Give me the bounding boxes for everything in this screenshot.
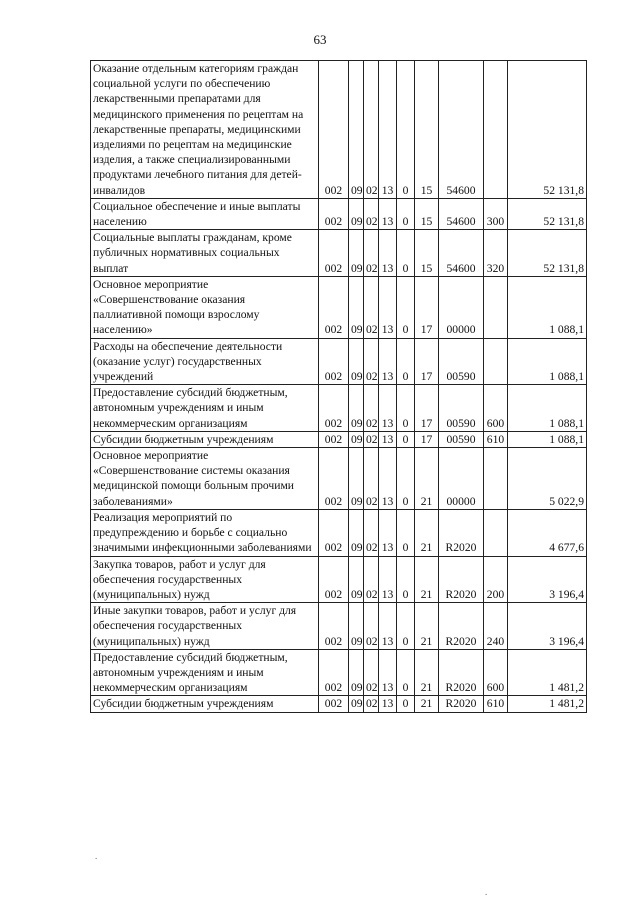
expense-name-cell: Реализация мероприятий по предупреждению и борьбе с социально значимыми инфекционными заболеваниями bbox=[91, 509, 319, 556]
admin-code-cell: 002 bbox=[319, 603, 349, 650]
expense-name-cell: Предоставление субсидий бюджетным, автономным учреждениям и иным некоммерческим организациям bbox=[91, 649, 319, 696]
direction-code-cell: 54600 bbox=[439, 230, 484, 277]
section-code-cell: 09 bbox=[349, 448, 364, 510]
admin-code-cell: 002 bbox=[319, 509, 349, 556]
subsection-code-cell: 02 bbox=[364, 385, 379, 432]
program-code-cell: 13 bbox=[379, 431, 397, 447]
subsection-code-cell: 02 bbox=[364, 431, 379, 447]
subsection-code-cell: 02 bbox=[364, 649, 379, 696]
program-code-cell: 13 bbox=[379, 276, 397, 338]
admin-code-cell: 002 bbox=[319, 61, 349, 199]
section-code-cell: 09 bbox=[349, 230, 364, 277]
activity-code-cell: 21 bbox=[415, 649, 439, 696]
direction-code-cell: 00000 bbox=[439, 448, 484, 510]
table-row bbox=[91, 603, 587, 650]
expense-name-cell: Социальное обеспечение и иные выплаты населению bbox=[91, 198, 319, 229]
expense-name-cell: Предоставление субсидий бюджетным, автономным учреждениям и иным некоммерческим организациям bbox=[91, 385, 319, 432]
expense-name-cell: Иные закупки товаров, работ и услуг для обеспечения государственных (муниципальных) нужд bbox=[91, 603, 319, 650]
section-code-cell: 09 bbox=[349, 385, 364, 432]
subprogram-code-cell: 0 bbox=[397, 61, 415, 199]
table-row bbox=[91, 649, 587, 696]
activity-code-cell: 21 bbox=[415, 603, 439, 650]
direction-code-cell: R2020 bbox=[439, 556, 484, 603]
expense-type-code-cell: 200 bbox=[484, 556, 508, 603]
amount-cell: 1 088,1 bbox=[508, 431, 587, 447]
admin-code-cell: 002 bbox=[319, 556, 349, 603]
subprogram-code-cell: 0 bbox=[397, 603, 415, 650]
expense-type-code-cell bbox=[484, 448, 508, 510]
expense-type-code-cell: 610 bbox=[484, 696, 508, 712]
admin-code-cell: 002 bbox=[319, 448, 349, 510]
subsection-code-cell: 02 bbox=[364, 198, 379, 229]
amount-cell: 52 131,8 bbox=[508, 230, 587, 277]
program-code-cell: 13 bbox=[379, 198, 397, 229]
table-row bbox=[91, 338, 587, 385]
activity-code-cell: 15 bbox=[415, 61, 439, 199]
expense-type-code-cell bbox=[484, 509, 508, 556]
expense-name-cell: Закупка товаров, работ и услуг для обеспечения государственных (муниципальных) нужд bbox=[91, 556, 319, 603]
subprogram-code-cell: 0 bbox=[397, 385, 415, 432]
table-row bbox=[91, 556, 587, 603]
page-number: 63 bbox=[313, 32, 327, 47]
activity-code-cell: 21 bbox=[415, 556, 439, 603]
admin-code-cell: 002 bbox=[319, 431, 349, 447]
expense-type-code-cell: 600 bbox=[484, 649, 508, 696]
program-code-cell: 13 bbox=[379, 556, 397, 603]
section-code-cell: 09 bbox=[349, 61, 364, 199]
scan-speck: . bbox=[485, 887, 488, 897]
expense-name-cell: Основное мероприятие «Совершенствование оказания паллиативной помощи взрослому населению» bbox=[91, 276, 319, 338]
program-code-cell: 13 bbox=[379, 61, 397, 199]
subsection-code-cell: 02 bbox=[364, 338, 379, 385]
expense-type-code-cell bbox=[484, 338, 508, 385]
table-row bbox=[91, 448, 587, 510]
section-code-cell: 09 bbox=[349, 509, 364, 556]
subsection-code-cell: 02 bbox=[364, 603, 379, 650]
expense-type-code-cell: 240 bbox=[484, 603, 508, 650]
table-row bbox=[91, 696, 587, 712]
activity-code-cell: 17 bbox=[415, 385, 439, 432]
budget-table bbox=[90, 60, 587, 713]
budget-table-body bbox=[91, 61, 587, 713]
direction-code-cell: 54600 bbox=[439, 198, 484, 229]
activity-code-cell: 21 bbox=[415, 509, 439, 556]
expense-type-code-cell: 300 bbox=[484, 198, 508, 229]
amount-cell: 4 677,6 bbox=[508, 509, 587, 556]
expense-type-code-cell bbox=[484, 276, 508, 338]
expense-type-code-cell: 610 bbox=[484, 431, 508, 447]
program-code-cell: 13 bbox=[379, 230, 397, 277]
activity-code-cell: 17 bbox=[415, 431, 439, 447]
expense-type-code-cell: 320 bbox=[484, 230, 508, 277]
subsection-code-cell: 02 bbox=[364, 61, 379, 199]
admin-code-cell: 002 bbox=[319, 198, 349, 229]
expense-type-code-cell bbox=[484, 61, 508, 199]
table-row bbox=[91, 431, 587, 447]
table-row bbox=[91, 230, 587, 277]
section-code-cell: 09 bbox=[349, 649, 364, 696]
direction-code-cell: R2020 bbox=[439, 603, 484, 650]
subprogram-code-cell: 0 bbox=[397, 338, 415, 385]
amount-cell: 5 022,9 bbox=[508, 448, 587, 510]
section-code-cell: 09 bbox=[349, 338, 364, 385]
program-code-cell: 13 bbox=[379, 385, 397, 432]
activity-code-cell: 21 bbox=[415, 448, 439, 510]
direction-code-cell: R2020 bbox=[439, 696, 484, 712]
table-row bbox=[91, 61, 587, 199]
subsection-code-cell: 02 bbox=[364, 556, 379, 603]
scan-speck: . bbox=[95, 851, 98, 861]
expense-type-code-cell: 600 bbox=[484, 385, 508, 432]
amount-cell: 1 481,2 bbox=[508, 649, 587, 696]
expense-name-cell: Субсидии бюджетным учреждениям bbox=[91, 696, 319, 712]
subprogram-code-cell: 0 bbox=[397, 696, 415, 712]
direction-code-cell: R2020 bbox=[439, 649, 484, 696]
activity-code-cell: 15 bbox=[415, 198, 439, 229]
amount-cell: 1 088,1 bbox=[508, 385, 587, 432]
subprogram-code-cell: 0 bbox=[397, 230, 415, 277]
table-row bbox=[91, 385, 587, 432]
subprogram-code-cell: 0 bbox=[397, 556, 415, 603]
subprogram-code-cell: 0 bbox=[397, 431, 415, 447]
amount-cell: 1 481,2 bbox=[508, 696, 587, 712]
subprogram-code-cell: 0 bbox=[397, 649, 415, 696]
amount-cell: 1 088,1 bbox=[508, 276, 587, 338]
direction-code-cell: 00590 bbox=[439, 385, 484, 432]
subprogram-code-cell: 0 bbox=[397, 509, 415, 556]
subsection-code-cell: 02 bbox=[364, 696, 379, 712]
program-code-cell: 13 bbox=[379, 509, 397, 556]
admin-code-cell: 002 bbox=[319, 338, 349, 385]
direction-code-cell: 00590 bbox=[439, 338, 484, 385]
table-row bbox=[91, 198, 587, 229]
direction-code-cell: 00000 bbox=[439, 276, 484, 338]
subprogram-code-cell: 0 bbox=[397, 276, 415, 338]
activity-code-cell: 21 bbox=[415, 696, 439, 712]
expense-name-cell: Субсидии бюджетным учреждениям bbox=[91, 431, 319, 447]
subsection-code-cell: 02 bbox=[364, 509, 379, 556]
table-row bbox=[91, 509, 587, 556]
direction-code-cell: R2020 bbox=[439, 509, 484, 556]
amount-cell: 1 088,1 bbox=[508, 338, 587, 385]
program-code-cell: 13 bbox=[379, 603, 397, 650]
subsection-code-cell: 02 bbox=[364, 230, 379, 277]
subsection-code-cell: 02 bbox=[364, 448, 379, 510]
amount-cell: 52 131,8 bbox=[508, 198, 587, 229]
direction-code-cell: 54600 bbox=[439, 61, 484, 199]
expense-name-cell: Расходы на обеспечение деятельности (оказание услуг) государственных учреждений bbox=[91, 338, 319, 385]
section-code-cell: 09 bbox=[349, 603, 364, 650]
section-code-cell: 09 bbox=[349, 431, 364, 447]
program-code-cell: 13 bbox=[379, 338, 397, 385]
program-code-cell: 13 bbox=[379, 696, 397, 712]
section-code-cell: 09 bbox=[349, 276, 364, 338]
subprogram-code-cell: 0 bbox=[397, 198, 415, 229]
section-code-cell: 09 bbox=[349, 696, 364, 712]
activity-code-cell: 17 bbox=[415, 276, 439, 338]
amount-cell: 3 196,4 bbox=[508, 556, 587, 603]
direction-code-cell: 00590 bbox=[439, 431, 484, 447]
amount-cell: 52 131,8 bbox=[508, 61, 587, 199]
activity-code-cell: 17 bbox=[415, 338, 439, 385]
amount-cell: 3 196,4 bbox=[508, 603, 587, 650]
subsection-code-cell: 02 bbox=[364, 276, 379, 338]
activity-code-cell: 15 bbox=[415, 230, 439, 277]
admin-code-cell: 002 bbox=[319, 385, 349, 432]
expense-name-cell: Социальные выплаты гражданам, кроме публичных нормативных социальных выплат bbox=[91, 230, 319, 277]
table-row bbox=[91, 276, 587, 338]
admin-code-cell: 002 bbox=[319, 696, 349, 712]
expense-name-cell: Оказание отдельным категориям граждан социальной услуги по обеспечению лекарственными препаратами для медицинского применения по рецептам на лекарственные препараты, медицинскими изделиями по рецептам на медицинские изделия, а также специализированными продуктами лечебного питания для детей-инвалидов bbox=[91, 61, 319, 199]
subprogram-code-cell: 0 bbox=[397, 448, 415, 510]
section-code-cell: 09 bbox=[349, 198, 364, 229]
admin-code-cell: 002 bbox=[319, 276, 349, 338]
admin-code-cell: 002 bbox=[319, 230, 349, 277]
program-code-cell: 13 bbox=[379, 448, 397, 510]
expense-name-cell: Основное мероприятие «Совершенствование системы оказания медицинской помощи больным прочими заболеваниями» bbox=[91, 448, 319, 510]
section-code-cell: 09 bbox=[349, 556, 364, 603]
program-code-cell: 13 bbox=[379, 649, 397, 696]
admin-code-cell: 002 bbox=[319, 649, 349, 696]
